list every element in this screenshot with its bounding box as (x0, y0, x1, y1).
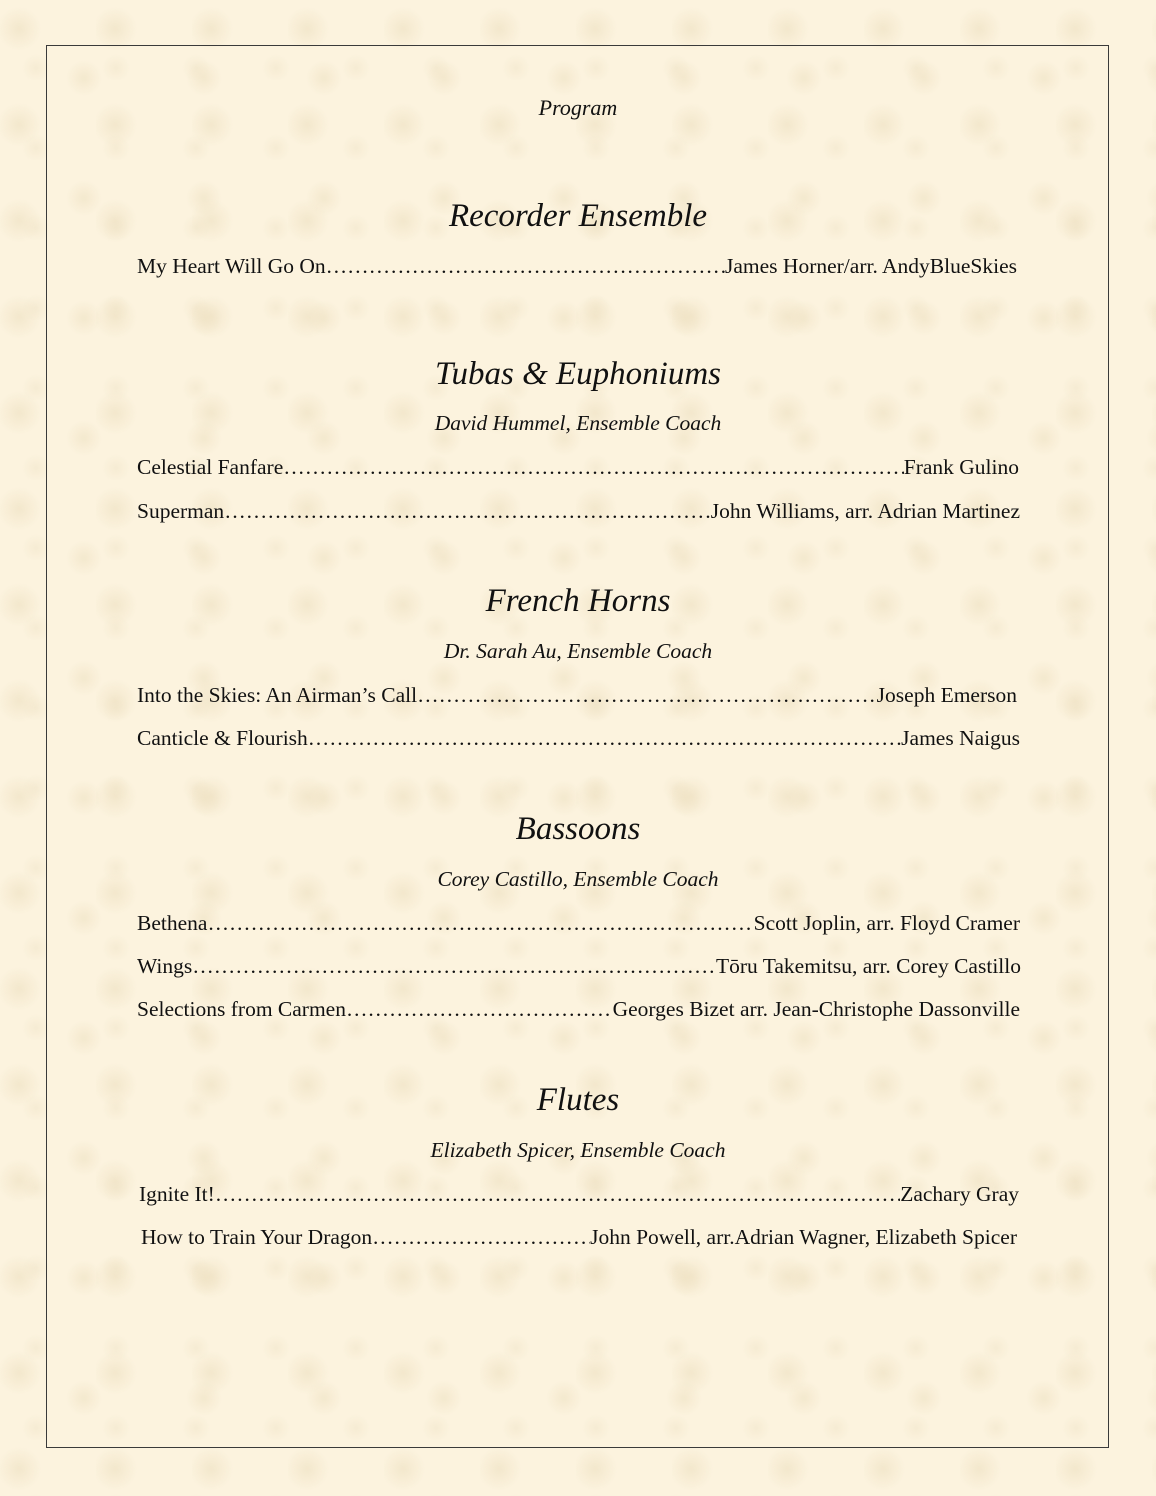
dot-leader (346, 996, 613, 1022)
dot-leader (192, 953, 716, 979)
piece-title: Canticle & Flourish (137, 726, 308, 750)
section-title-recorder-ensemble: Recorder Ensemble (448, 198, 708, 234)
piece-title: How to Train Your Dragon (141, 1225, 373, 1249)
program-entry (137, 953, 1021, 979)
piece-title: Ignite It! (139, 1182, 215, 1206)
ensemble-coach: David Hummel, Ensemble Coach (434, 411, 722, 435)
program-entry (137, 725, 1020, 751)
ensemble-coach: Elizabeth Spicer, Ensemble Coach (430, 1138, 726, 1162)
program-entry (137, 498, 1020, 524)
program-entry (137, 454, 1019, 480)
composer: Frank Gulino (903, 455, 1019, 479)
section-title-french-horns: French Horns (485, 583, 671, 619)
composer: Georges Bizet arr. Jean-Christophe Dassonville (612, 997, 1020, 1021)
composer: John Williams, arr. Adrian Martinez (710, 499, 1020, 523)
piece-title: Wings (137, 954, 193, 978)
composer: James Horner/arr. AndyBlueSkies (725, 254, 1017, 278)
piece-title: My Heart Will Go On (137, 254, 326, 278)
ensemble-coach: Dr. Sarah Au, Ensemble Coach (443, 639, 713, 663)
dot-leader (308, 725, 901, 751)
piece-title: Bethena (137, 911, 208, 935)
composer: Scott Joplin, arr. Floyd Cramer (753, 911, 1020, 935)
dot-leader (283, 454, 903, 480)
program-entry (137, 682, 1017, 708)
piece-title: Superman (137, 499, 225, 523)
composer: Zachary Gray (900, 1182, 1019, 1206)
dot-leader (207, 910, 753, 936)
piece-title: Into the Skies: An Airman’s Call (137, 683, 418, 707)
dot-leader (215, 1181, 900, 1207)
program-entry (137, 996, 1020, 1022)
section-title-bassoons: Bassoons (515, 811, 641, 847)
program-title: Program (538, 95, 618, 120)
program-entry (139, 1181, 1019, 1207)
composer: James Naigus (901, 726, 1020, 750)
program-entry (141, 1224, 1017, 1250)
program-entry (137, 253, 1017, 279)
dot-leader (326, 253, 725, 279)
piece-title: Celestial Fanfare (137, 455, 284, 479)
dot-leader (224, 498, 711, 524)
ensemble-coach: Corey Castillo, Ensemble Coach (437, 867, 719, 891)
piece-title: Selections from Carmen (137, 997, 346, 1021)
dot-leader (372, 1224, 590, 1250)
composer: John Powell, arr.Adrian Wagner, Elizabeth Spicer (590, 1225, 1017, 1249)
program-entry (137, 910, 1020, 936)
section-title-tubas-euphoniums: Tubas & Euphoniums (434, 356, 722, 392)
composer: Joseph Emerson (876, 683, 1017, 707)
dot-leader (417, 682, 877, 708)
composer: Tōru Takemitsu, arr. Corey Castillo (715, 954, 1021, 978)
section-title-flutes: Flutes (536, 1082, 620, 1118)
